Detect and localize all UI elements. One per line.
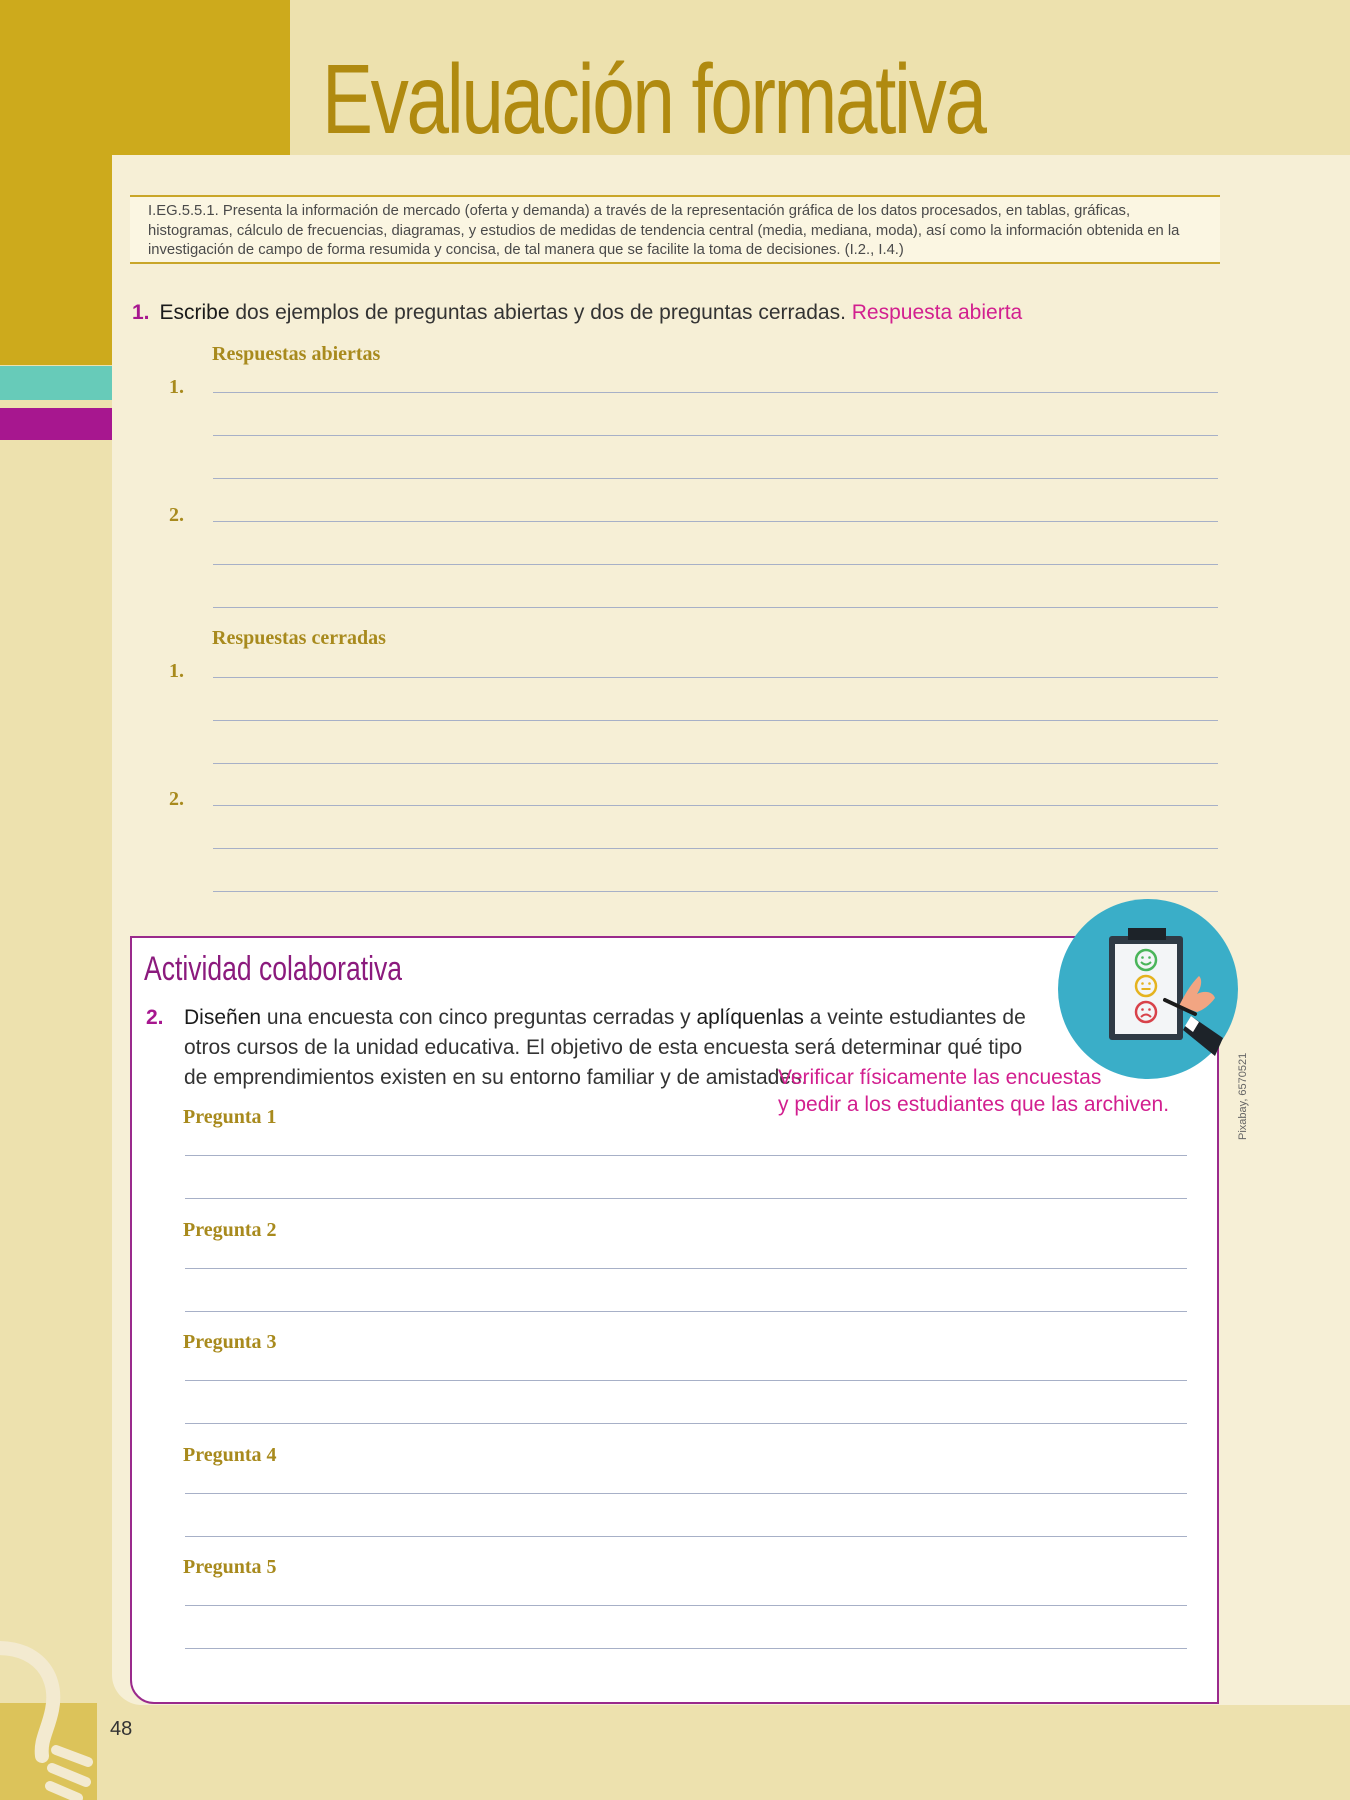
activity-2-text-1: una encuesta con cinco preguntas cerradas y bbox=[261, 1006, 697, 1029]
survey-clipboard-illustration bbox=[1057, 898, 1239, 1080]
answer-line[interactable] bbox=[185, 1648, 1187, 1649]
answer-line[interactable] bbox=[213, 521, 1218, 522]
open-answers-heading: Respuestas abiertas bbox=[212, 343, 381, 365]
answer-line[interactable] bbox=[185, 1268, 1187, 1269]
answer-line[interactable] bbox=[213, 677, 1218, 678]
teacher-note-line-1: Verificar físicamente las encuestas bbox=[778, 1066, 1102, 1089]
magenta-accent-bar bbox=[0, 408, 112, 440]
answer-line[interactable] bbox=[213, 805, 1218, 806]
answer-line[interactable] bbox=[185, 1155, 1187, 1156]
answer-line[interactable] bbox=[213, 891, 1218, 892]
activity-1-instruction bbox=[132, 301, 1022, 325]
answer-line[interactable] bbox=[185, 1311, 1187, 1312]
answer-line[interactable] bbox=[213, 720, 1218, 721]
open-item-2-number: 2. bbox=[169, 504, 184, 526]
page-title: Evaluación formativa bbox=[322, 44, 985, 154]
activity-1-number: 1. bbox=[132, 301, 150, 324]
answer-line[interactable] bbox=[185, 1493, 1187, 1494]
question-1-label: Pregunta 1 bbox=[183, 1106, 277, 1128]
closed-item-1-number: 1. bbox=[169, 660, 184, 682]
teal-accent-bar bbox=[0, 366, 112, 400]
answer-line[interactable] bbox=[185, 1605, 1187, 1606]
question-4-label: Pregunta 4 bbox=[183, 1444, 277, 1466]
question-3-label: Pregunta 3 bbox=[183, 1331, 277, 1353]
answer-line[interactable] bbox=[213, 392, 1218, 393]
closed-item-2-number: 2. bbox=[169, 788, 184, 810]
activity-2-verb-1: Diseñen bbox=[184, 1006, 262, 1029]
answer-line[interactable] bbox=[213, 478, 1218, 479]
answer-line[interactable] bbox=[185, 1423, 1187, 1424]
answer-line[interactable] bbox=[213, 848, 1218, 849]
lightbulb-icon bbox=[0, 1630, 100, 1800]
answer-line[interactable] bbox=[213, 763, 1218, 764]
answer-line[interactable] bbox=[185, 1198, 1187, 1199]
answer-line[interactable] bbox=[185, 1536, 1187, 1537]
activity-2-number: 2. bbox=[146, 1006, 164, 1029]
open-item-1-number: 1. bbox=[169, 376, 184, 398]
answer-line[interactable] bbox=[185, 1380, 1187, 1381]
activity-2-text-2: a veinte estudiantes de otros cursos de la unidad educativa. El objetivo de esta encuesta será determinar qué tipo de emprendimientos existen en su entorno familiar y de amistades. bbox=[184, 1006, 1026, 1089]
activity-1-verb: Escribe bbox=[159, 301, 230, 324]
closed-answers-heading: Respuestas cerradas bbox=[212, 627, 386, 649]
clipboard-clip bbox=[1128, 928, 1166, 940]
collaborative-activity-title: Actividad colaborativa bbox=[144, 950, 402, 988]
answer-line[interactable] bbox=[213, 564, 1218, 565]
question-2-label: Pregunta 2 bbox=[183, 1219, 277, 1241]
activity-1-answer-note: Respuesta abierta bbox=[851, 301, 1023, 324]
activity-2-verb-2: aplíquenlas bbox=[696, 1006, 804, 1029]
question-5-label: Pregunta 5 bbox=[183, 1556, 277, 1578]
answer-line[interactable] bbox=[213, 607, 1218, 608]
evaluation-indicator: I.EG.5.5.1. Presenta la información de mercado (oferta y demanda) a través de la representación gráfica de los datos procesados, en tablas, gráficas, histogramas, cálculo de frecuencias, diagramas, y estudios de medidas de tendencia central (media, mediana, moda), así como la información obtenida en la investigación de campo de forma resumida y concisa, de tal manera que se facilite la toma de decisiones. (I.2., I.4.) bbox=[130, 195, 1220, 264]
image-credit: Pixabay, 6570521 bbox=[1237, 1052, 1249, 1140]
page-number: 48 bbox=[110, 1718, 133, 1740]
teacher-note-line-2: y pedir a los estudiantes que las archiven. bbox=[778, 1093, 1170, 1116]
activity-1-text: dos ejemplos de preguntas abiertas y dos de preguntas cerradas. bbox=[229, 301, 846, 324]
answer-line[interactable] bbox=[213, 435, 1218, 436]
